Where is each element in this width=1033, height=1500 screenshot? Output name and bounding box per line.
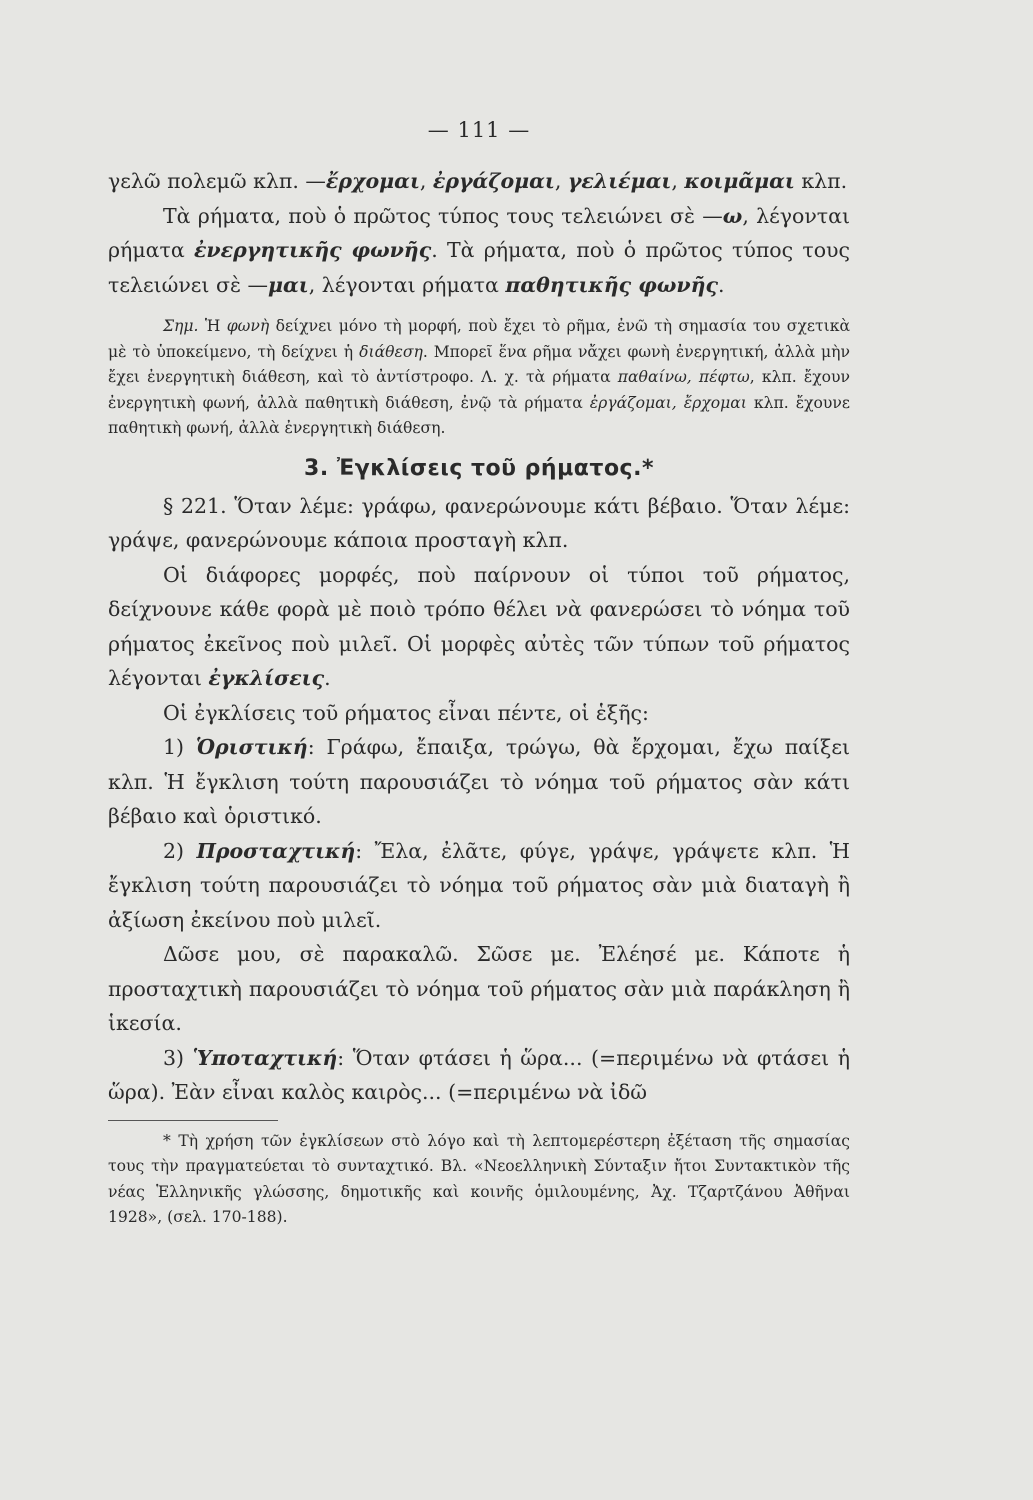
term-indicative: Ὁριστική [195, 735, 308, 759]
paragraph-imperative-examples: Δῶσε μου, σὲ παρακαλῶ. Σῶσε με. Ἐλέησέ με. Κάποτε ἡ προσταχτικὴ παρουσιάζει τὸ νόημα τοῦ ρήματος σὰν μιὰ παράκληση ἢ ἱκεσία. [108, 942, 850, 1035]
term-imperative: Προσταχτική [196, 838, 356, 863]
note-paragraph: Σημ. Ἡ φωνὴ δείχνει μόνο τὴ μορφή, ποὺ ἔχει τὸ ρῆμα, ἐνῶ τὴ σημασία του σχετικὰ μὲ τὸ ὑποκείμενο, τὴ δείχνει ἡ διάθεση. Μπορεῖ ἕνα ρῆμα νἄχει φωνὴ ἐνεργητική, ἀλλὰ μὴν ἔχει ἐνεργητικὴ διάθεση, καὶ τὸ ἀντίστροφο. Λ. χ. τὰ ρήματα παθαίνω, πέφτω, κλπ. ἔχουν ἐνεργητικὴ φωνή, ἀλλὰ παθητικὴ διάθεση, ἐνῷ τὰ ρήματα ἐργάζομαι, ἔρχομαι κλπ. ἔχουνε παθητικὴ φωνή, ἀλλὰ ἐνεργητικὴ διάθεση. [108, 317, 850, 437]
page-number: — 111 — [427, 118, 531, 142]
term-subjunctive: Ὑποταχτική [192, 1045, 338, 1070]
note-label: Σημ. [163, 317, 199, 335]
footnote: * Τὴ χρήση τῶν ἐγκλίσεων στὸ λόγο καὶ τὴ λεπτομερέστερη ἐξέταση τῆς σημασίας τους τὴν πραγματεύεται τὸ συνταχτικό. Βλ. «Νεοελληνικὴ Σύνταξιν ἤτοι Συντακτικὸν τῆς νέας Ἑλληνικῆς γλώσσης, δημοτικῆς καὶ κοινῆς ὁμιλουμένης, Ἀχ. Τζαρτζάνου Ἀθῆναι 1928», (σελ. 170-188). [108, 1131, 850, 1226]
book-page [108, 118, 850, 1231]
section-title: 3. Ἐγκλίσεις τοῦ ρήματος.* [304, 455, 654, 481]
paragraph-moods-definition: Οἱ διάφορες μορφές, ποὺ παίρνουν οἱ τύποι τοῦ ρήματος, δείχνουνε κάθε φορὰ μὲ ποιὸ τρόπο θέλει νὰ φανερώσει τὸ νόημα τοῦ ρήματος ἐκεῖνος ποὺ μιλεῖ. Οἱ μορφὲς αὐτὲς τῶν τύπων τοῦ ρήματος λέγονται ἐγκλίσεις. [108, 562, 850, 690]
footnote-divider [108, 1120, 278, 1121]
list-item-indicative: 1) Ὁριστική: Γράφω, ἔπαιξα, τρώγω, θὰ ἔρχομαι, ἔχω παίξει κλπ. Ἡ ἔγκλιση τούτη παρουσιάζει τὸ νόημα τοῦ ρήματος σὰν κάτι βέβαιο καὶ ὁριστικό. [108, 735, 850, 828]
paragraph-voice-definition: Τὰ ρήματα, ποὺ ὁ πρῶτος τύπος τους τελειώνει σὲ —ω, λέγονται ρήματα ἐνεργητικῆς φωνῆς. Τὰ ρήματα, ποὺ ὁ πρῶτος τύπος τους τελειώνει σὲ —μαι, λέγονται ρήματα παθητικῆς φωνῆς. [108, 203, 851, 297]
paragraph-221: § 221. Ὅταν λέμε: γράφω, φανερώνουμε κάτι βέβαιο. Ὅταν λέμε: γράψε, φανερώνουμε κάποια προσταγὴ κλπ. [108, 493, 850, 552]
paragraph-five-moods: Οἱ ἐγκλίσεις τοῦ ρήματος εἶναι πέντε, οἱ ἑξῆς: [163, 700, 649, 725]
list-item-imperative: 2) Προσταχτική: Ἔλα, ἐλᾶτε, φύγε, γράψε, γράψετε κλπ. Ἡ ἔγκλιση τούτη παρουσιάζει τὸ νόημα τοῦ ρήματος σὰν μιὰ διαταγὴ ἢ ἀξίωση ἐκείνου ποὺ μιλεῖ. [108, 838, 850, 932]
paragraph-verb-examples: γελῶ πολεμῶ κλπ. —ἔρχομαι, ἐργάζομαι, γελιέμαι, κοιμᾶμαι κλπ. [108, 169, 848, 193]
list-item-subjunctive: 3) Ὑποταχτική: Ὅταν φτάσει ἡ ὥρα... (=περιμένω νὰ φτάσει ἡ ὥρα). Ἐὰν εἶναι καλὸς καιρὸς... (=περιμένω νὰ ἰδῶ [108, 1045, 850, 1104]
